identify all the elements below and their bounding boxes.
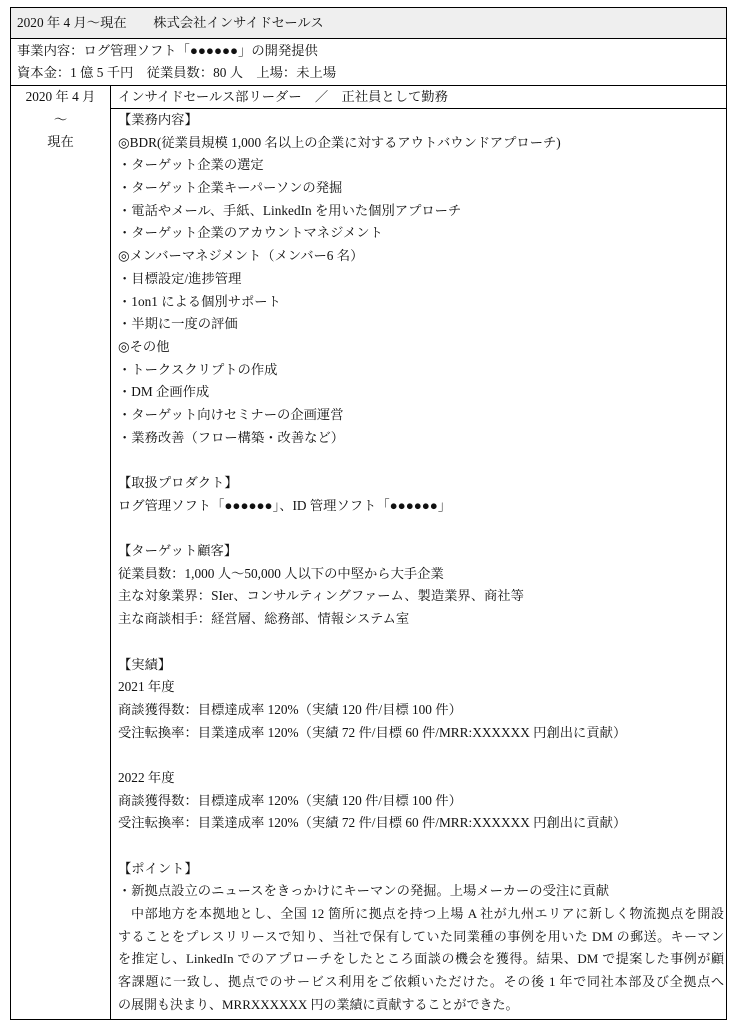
duty-item: ・電話やメール、手紙、LinkedIn を用いた個別アプローチ	[118, 202, 462, 218]
blank-line	[118, 744, 724, 767]
results-line: 商談獲得数：目標達成率 120%（実績 120 件/目標 100 件）	[118, 701, 462, 717]
detail-body	[111, 109, 726, 1019]
duty-group-title: ◎BDR(従業員規模 1,000 名以上の企業に対するアウトバウンドアプローチ)	[118, 134, 561, 150]
blank-line	[118, 835, 724, 858]
blank-line	[118, 517, 724, 540]
blank-line	[118, 449, 724, 472]
term-start: 2020 年 4 月	[25, 89, 96, 104]
duty-item: ・トークスクリプトの作成	[118, 361, 278, 377]
duty-item: ・ターゲット企業キーパーソンの発掘	[118, 180, 343, 196]
results-year: 2022 年度	[118, 769, 175, 785]
products-text: ログ管理ソフト「●●●●●●」、ID 管理ソフト「●●●●●●」	[118, 497, 452, 513]
duty-item: ・目標設定/進捗管理	[118, 270, 242, 286]
term-column	[11, 86, 111, 1019]
point-detail-line: することをプレスリリースで知り、当社で保有していた同業種の事例を用いた DM の郵送。キーマン	[118, 928, 724, 944]
business-description: 事業内容：ログ管理ソフト「●●●●●●」の開発提供	[17, 43, 318, 58]
duty-item: ・業務改善（フロー構築・改善など）	[118, 429, 345, 445]
results-line: 受注転換率：目業達成率 120%（実績 72 件/目標 60 件/MRR:XXXXXX 円創出に貢献）	[118, 724, 627, 740]
results-line: 受注転換率：目業達成率 120%（実績 72 件/目標 60 件/MRR:XXXXXX 円創出に貢献）	[118, 815, 627, 831]
point-detail-line: を推定し、LinkedIn でのアプローチをしたところ面談の機会を獲得。結果、DM で提案した事例が顧	[118, 951, 724, 967]
results-heading: 【実績】	[118, 656, 172, 672]
duty-group-title: ◎メンバーマネジメント（メンバー6 名）	[118, 248, 364, 264]
job-detail-row	[11, 86, 726, 1019]
point-detail-line: 客課題に一致し、拠点でのサービス利用をご依頼いただけた。その後 1 年で同社本部及び全拠点へ	[118, 974, 724, 990]
duty-item: ・DM 企画作成	[118, 384, 210, 400]
results-year: 2021 年度	[118, 679, 175, 695]
position-title: インサイドセールス部リーダー ／ 正社員として勤務	[111, 86, 726, 109]
target-line: 主な商談相手：経営層、総務部、情報システム室	[118, 611, 410, 627]
term-end: 現在	[47, 134, 74, 150]
duty-item: ・1on1 による個別サポート	[118, 293, 281, 309]
duty-item: ・ターゲット向けセミナーの企画運営	[118, 406, 344, 422]
points-heading: 【ポイント】	[118, 860, 198, 876]
job-history-table	[10, 7, 727, 1020]
point-title: ・新拠点設立のニュースをきっかけにキーマンの発掘。上場メーカーの受注に貢献	[118, 883, 610, 899]
employment-header-row	[11, 8, 726, 39]
company-name: 株式会社インサイドセールス	[153, 15, 324, 30]
products-heading: 【取扱プロダクト】	[118, 475, 238, 490]
target-line: 従業員数：1,000 人～50,000 人以下の中堅から大手企業	[118, 565, 444, 581]
duty-group-title: ◎その他	[118, 338, 170, 354]
term-separator: ～	[53, 111, 68, 127]
results-line: 商談獲得数：目標達成率 120%（実績 120 件/目標 100 件）	[118, 792, 462, 808]
detail-column	[111, 86, 726, 1019]
target-line: 主な対象業界：SIer、コンサルティングファーム、製造業界、商社等	[118, 588, 524, 604]
company-summary: 資本金：1 億 5 千円 従業員数：80 人 上場：未上場	[17, 65, 337, 80]
employment-period: 2020 年 4 月～現在	[17, 15, 127, 30]
company-info-row	[11, 39, 726, 86]
duties-heading: 【業務内容】	[118, 112, 198, 127]
blank-line	[118, 631, 724, 654]
duty-item: ・ターゲット企業の選定	[118, 157, 264, 173]
duty-item: ・半期に一度の評価	[118, 316, 238, 332]
point-detail-line: の展開も決まり、MRRXXXXXX 円の業績に貢献することができた。	[118, 996, 519, 1012]
target-heading: 【ターゲット顧客】	[118, 543, 238, 559]
point-detail-line: 中部地方を本拠地とし、全国 12 箇所に拠点を持つ上場 A 社が九州エリアに新しく物流拠点を開設	[131, 906, 724, 922]
duty-item: ・ターゲット企業のアカウントマネジメント	[118, 225, 383, 241]
